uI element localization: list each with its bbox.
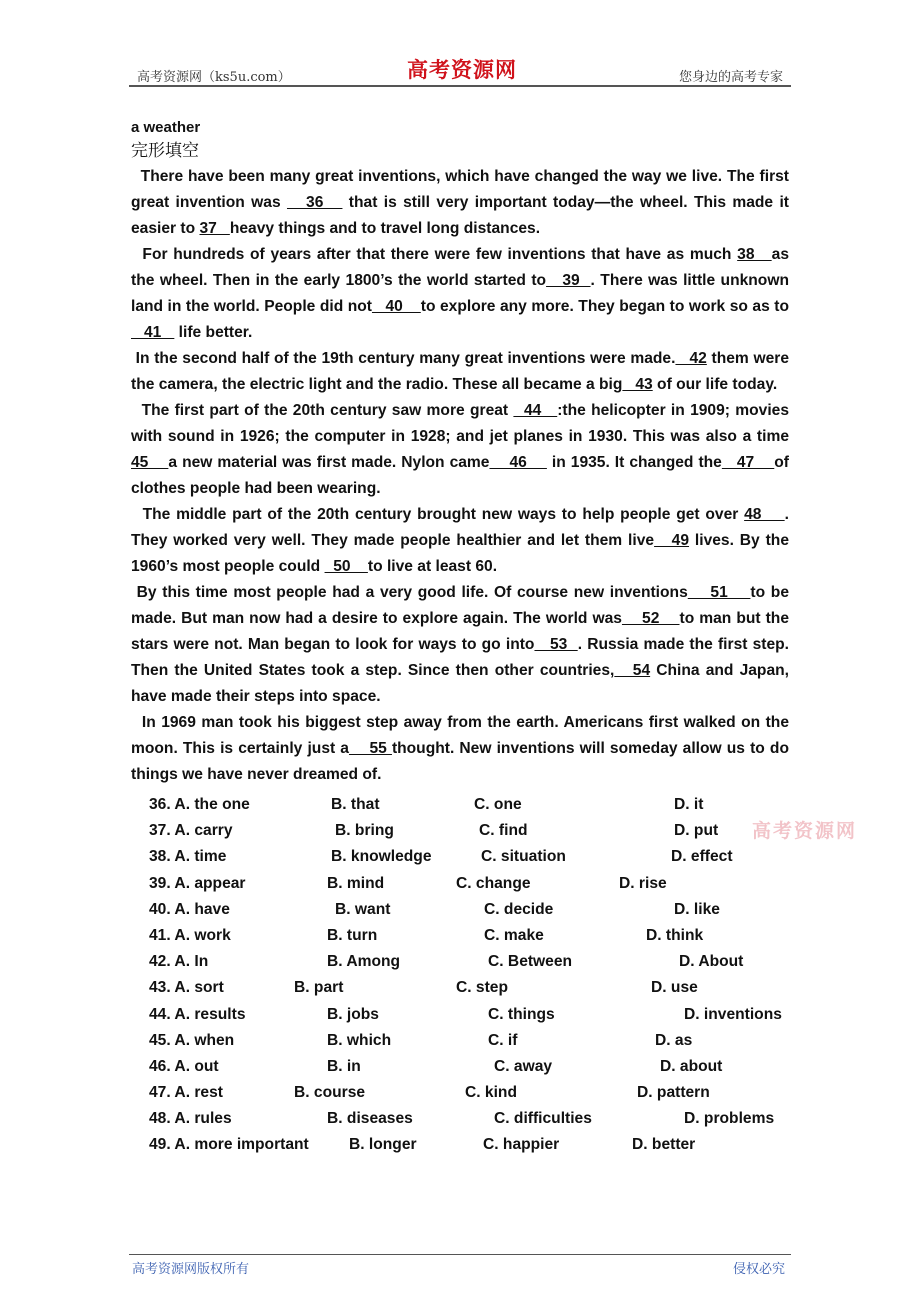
blank-number: 53	[534, 636, 578, 653]
blank-number: 37	[199, 220, 230, 237]
header-divider	[129, 85, 791, 87]
blank-number: 47	[721, 454, 775, 471]
option-b: B. in	[327, 1057, 361, 1075]
option-b: B. which	[327, 1031, 392, 1049]
option-a: 45. A. when	[149, 1031, 235, 1049]
option-c: C. happier	[483, 1136, 560, 1154]
question-options-row	[0, 1106, 920, 1132]
paragraph	[131, 164, 789, 242]
passage-text: lives. By the 1960’s most people could	[131, 532, 789, 575]
passage-text: heavy things and to travel long distances.	[229, 220, 541, 237]
option-d: D. as	[655, 1031, 693, 1049]
passage-text: thought. New inventions will someday allow us to do things we have never dreamed of.	[131, 740, 789, 783]
option-a: 42. A. In	[149, 953, 209, 971]
passage-text: . They worked very well. They made people healthier and let them live	[131, 506, 789, 549]
option-d: D. inventions	[684, 1005, 782, 1023]
blank-number: 45	[131, 454, 169, 471]
option-a: 37. A. carry	[149, 822, 233, 840]
passage-text: The first part of the 20th century saw more great	[131, 402, 514, 419]
option-c: C. step	[456, 979, 508, 997]
footer-rights: 侵权必究	[732, 1262, 785, 1277]
passage-text: :the helicopter in 1909; movies with sound in 1926; the computer in 1928; and jet planes in 1930. This was also a time	[131, 402, 789, 445]
footer	[0, 1254, 920, 1302]
blank-number: 41	[131, 324, 175, 341]
passage-text: By this time most people had a very good life. Of course new inventions	[131, 584, 688, 601]
passage-text: them were the camera, the electric light and the radio. These all became a big	[131, 350, 790, 393]
header-site-name: 高考资源网（ks5u.com）	[137, 70, 291, 85]
passage-text: of clothes people had been wearing.	[131, 454, 789, 497]
footer-copyright: 高考资源网版权所有	[132, 1262, 250, 1277]
paragraph	[131, 242, 789, 346]
option-b: B. turn	[327, 926, 378, 944]
passage-text: For hundreds of years after that there were few inventions that have as much	[131, 246, 738, 263]
blank-number: 55	[348, 740, 392, 757]
blank-number: 54	[614, 662, 651, 679]
option-a: 47. A. rest	[149, 1084, 223, 1102]
option-a: 39. A. appear	[149, 874, 246, 892]
question-options-row	[0, 923, 920, 949]
option-c: C. if	[488, 1031, 518, 1049]
passage-text: The middle part of the 20th century brought new ways to help people get over	[131, 506, 745, 523]
option-d: D. rise	[619, 874, 667, 892]
option-c: C. difficulties	[494, 1110, 592, 1128]
option-b: B. jobs	[327, 1005, 379, 1023]
option-a: 36. A. the one	[149, 796, 250, 813]
blank-number: 38	[737, 246, 772, 263]
question-options-row	[0, 792, 920, 818]
question-options-row	[0, 1054, 920, 1080]
blank-number: 49	[654, 532, 690, 549]
option-a: 44. A. results	[149, 1005, 246, 1023]
option-c: C. change	[456, 874, 531, 892]
blank-number: 42	[675, 350, 707, 367]
option-d: D. pattern	[637, 1084, 710, 1102]
option-a: 48. A. rules	[149, 1110, 232, 1128]
option-c: C. Between	[488, 953, 573, 971]
paragraph	[131, 710, 789, 788]
blank-number: 39	[546, 272, 591, 289]
passage-text: There have been many great inventions, which have changed the way we live. The first great invention was	[131, 168, 789, 211]
option-c: C. situation	[481, 848, 566, 866]
header-logo: 高考资源网	[407, 57, 517, 82]
question-options-row	[0, 1132, 920, 1158]
passage-text: as the wheel. Then in the early 1800’s the world started to	[131, 246, 790, 289]
blank-number: 51	[687, 584, 751, 601]
passage-text: in 1935. It changed the	[546, 454, 722, 471]
option-a: 41. A. work	[149, 926, 231, 944]
option-a: 43. A. sort	[149, 979, 224, 997]
option-b: B. course	[294, 1084, 366, 1102]
option-c: C. make	[484, 926, 544, 944]
question-options-row	[0, 1080, 920, 1106]
blank-number: 43	[622, 376, 653, 393]
option-d: D. problems	[684, 1110, 775, 1128]
blank-number: 48	[744, 506, 785, 523]
option-d: D. think	[646, 926, 704, 944]
option-d: D. about	[660, 1057, 723, 1075]
blank-number: 46	[489, 454, 547, 471]
watermark: 高考资源网	[752, 820, 858, 843]
question-options-row	[0, 844, 920, 870]
passage-text: to live at least 60.	[367, 558, 498, 575]
option-b: B. diseases	[327, 1110, 413, 1128]
paragraph	[131, 398, 789, 502]
option-c: C. decide	[484, 900, 554, 918]
passage-text: In 1969 man took his biggest step away from the earth. Americans first walked on the moon. This is certainly just a	[131, 714, 789, 757]
option-b: B. Among	[327, 953, 401, 971]
option-c: C. find	[479, 822, 528, 840]
option-c: C. kind	[465, 1084, 517, 1102]
option-b: B. want	[335, 900, 391, 918]
option-b: B. longer	[349, 1136, 417, 1154]
option-d: D. put	[674, 822, 719, 840]
option-a: 49. A. more important	[149, 1136, 309, 1154]
option-d: D. use	[651, 979, 698, 997]
option-d: D. effect	[671, 848, 733, 866]
question-options-row	[0, 1002, 920, 1028]
option-d: D. About	[679, 953, 744, 971]
passage-text: a new material was first made. Nylon came	[168, 454, 490, 471]
passage-text: to man but the stars were not. Man began to look for ways to go into	[131, 610, 789, 653]
footer-divider	[129, 1254, 791, 1255]
option-b: B. that	[331, 796, 380, 813]
option-b: B. mind	[327, 874, 385, 892]
option-b: B. bring	[335, 822, 394, 840]
cloze-passage	[131, 164, 789, 788]
passage-text: to explore any more. They began to work so as to	[420, 298, 789, 315]
paragraph	[131, 580, 789, 710]
option-c: C. away	[494, 1057, 553, 1075]
question-options-row	[0, 871, 920, 897]
passage-text: In the second half of the 19th century many great inventions were made.	[131, 350, 676, 367]
passage-text: that is still very important today—the wheel. This made it easier to	[131, 194, 789, 237]
blank-number: 44	[513, 402, 558, 419]
passage-text: . Russia made the first step. Then the United States took a step. Since then other countries,	[131, 636, 789, 679]
option-d: D. better	[632, 1136, 696, 1154]
answer-options	[0, 792, 920, 1159]
passage-text: of our life today.	[652, 376, 778, 393]
option-a: 38. A. time	[149, 848, 227, 866]
option-d: D. it	[674, 796, 704, 813]
header-slogan: 您身边的高考专家	[678, 70, 783, 85]
question-options-row	[0, 818, 920, 844]
option-a: 46. A. out	[149, 1057, 219, 1075]
passage-text: . There was little unknown land in the world. People did not	[131, 272, 789, 315]
option-c: C. things	[488, 1005, 555, 1023]
blank-number: 50	[324, 558, 368, 575]
option-d: D. like	[674, 900, 720, 918]
question-options-row	[0, 897, 920, 923]
passage-text: to be made. But man now had a desire to explore again. The world was	[131, 584, 790, 627]
question-options-row	[0, 949, 920, 975]
paragraph	[131, 346, 789, 398]
question-options-row	[0, 975, 920, 1001]
paragraph	[131, 502, 789, 580]
blank-number: 36	[286, 194, 343, 211]
blank-number: 52	[621, 610, 680, 627]
option-c: C. one	[474, 796, 522, 813]
blank-number: 40	[371, 298, 421, 315]
passage-text: life better.	[174, 324, 253, 341]
option-b: B. part	[294, 979, 344, 997]
question-options-row	[0, 1028, 920, 1054]
passage-text: China and Japan, have made their steps into space.	[131, 662, 789, 705]
section-title: 完形填空	[131, 141, 199, 161]
option-a: 40. A. have	[149, 900, 230, 918]
subtitle: a weather	[131, 119, 201, 136]
option-b: B. knowledge	[331, 848, 432, 866]
